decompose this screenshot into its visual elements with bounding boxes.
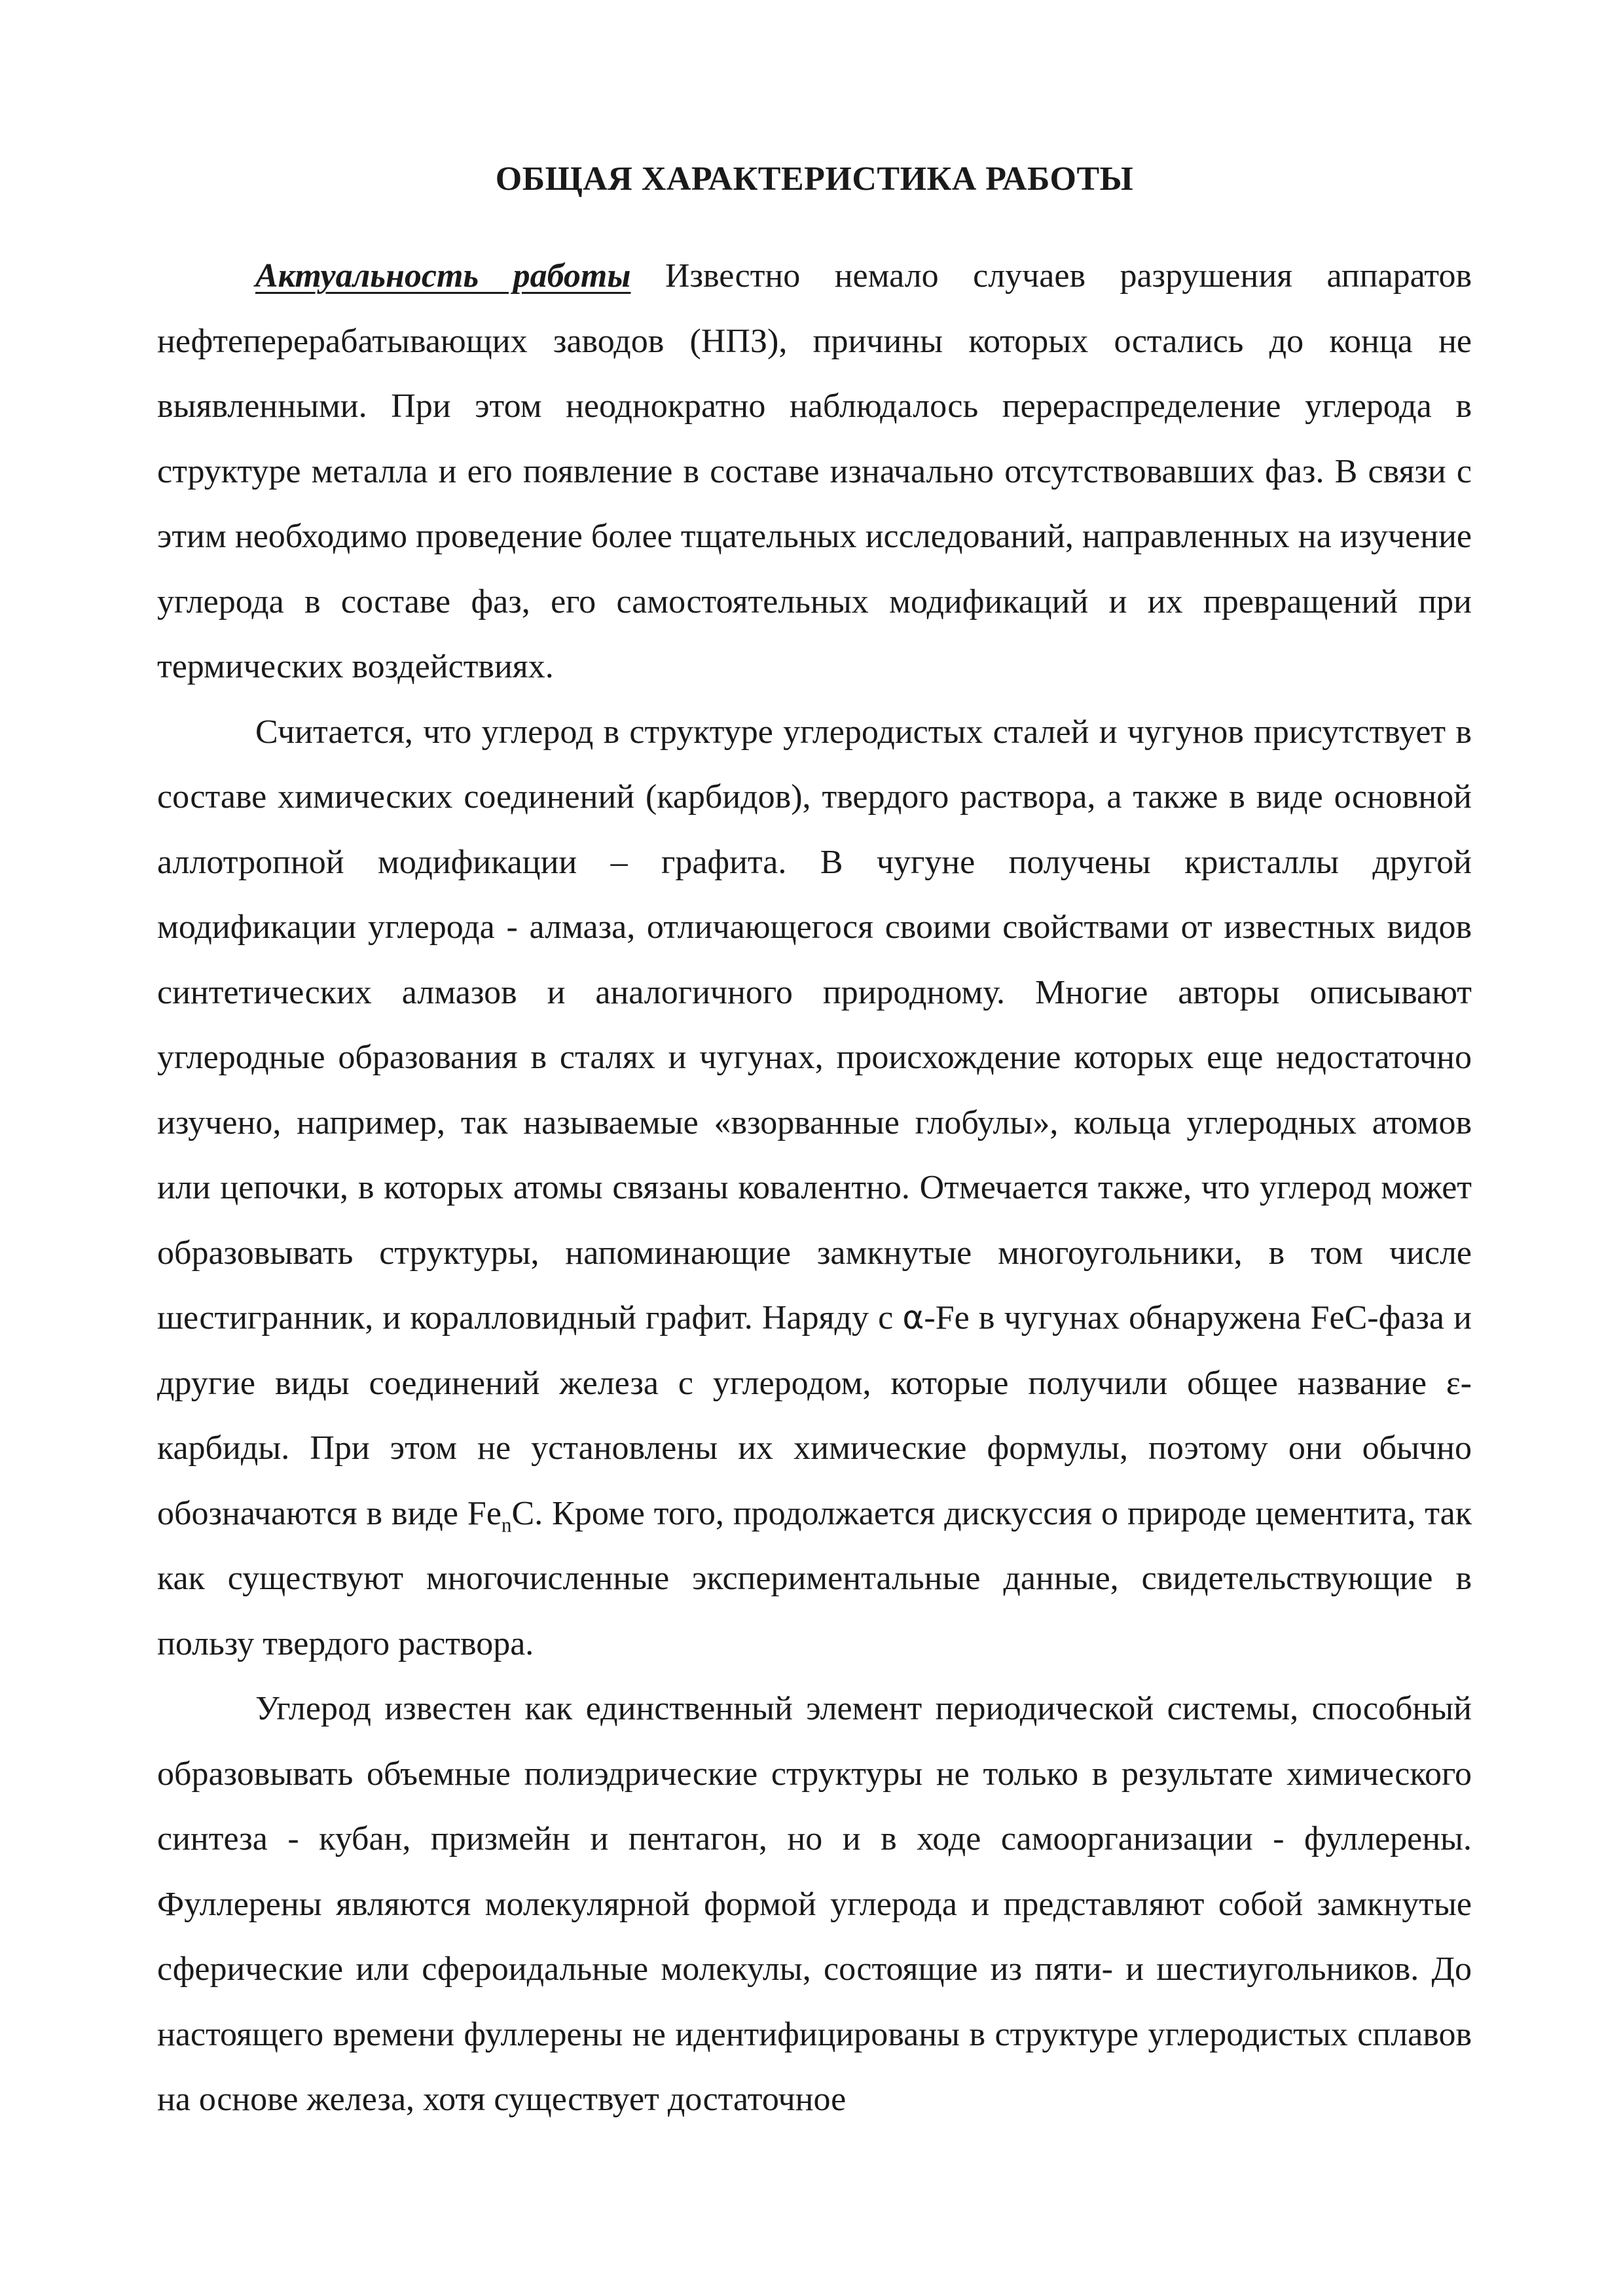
paragraph-text: Углерод известен как единственный элемент периодической системы, способный образовывать объемные полиэдрические структуры не только в результате химического синтеза - кубан, призмейн и пентагон, но и в ходе самоорганизации - фуллерены. Фуллерены являются молекулярной формой углерода и представляют собой замкнутые сферические или сфероидальные молекулы, состоящие из пяти- и шестиугольников. До настоящего времени фуллерены не идентифицированы в структуре углеродистых сплавов на основе железа, хотя существует достаточное bbox=[157, 1690, 1472, 2118]
alpha-symbol: α bbox=[902, 1299, 924, 1336]
document-body bbox=[157, 243, 1472, 2132]
paragraph-text-part-b: -Fe в чугунах обнаружена FeC-фаза и другие виды соединений железа с углеродом, которые получили общее название ε-карбиды. При этом не установлены их химические формулы, поэтому они обычно обозначаются в виде Fe bbox=[157, 1299, 1472, 1532]
paragraph-text-part-c: C. Кроме того, продолжается дискуссия о природе цементита, так как существуют многочисленные экспериментальные данные, свидетельствующие в пользу твердого раствора. bbox=[157, 1494, 1472, 1662]
formula-subscript: n bbox=[501, 1513, 512, 1536]
paragraph-lead: Актуальность работы bbox=[255, 257, 631, 295]
paragraph-carbon-forms bbox=[157, 700, 1472, 1677]
paragraph-relevance bbox=[157, 243, 1472, 700]
paragraph-text: Известно немало случаев разрушения аппаратов нефтеперерабатывающих заводов (НПЗ), причины которых остались до конца не выявленными. При этом неоднократно наблюдалось перераспределение углерода в структуре металла и его появление в составе изначально отсутствовавших фаз. В связи с этим необходимо проведение более тщательных исследований, направленных на изучение углерода в составе фаз, его самостоятельных модификаций и их превращений при термических воздействиях. bbox=[157, 257, 1472, 685]
page-title: ОБЩАЯ ХАРАКТЕРИСТИКА РАБОТЫ bbox=[495, 160, 1134, 198]
document-page bbox=[157, 131, 1472, 2132]
paragraph-fullerenes bbox=[157, 1676, 1472, 2132]
paragraph-text-part-a: Считается, что углерод в структуре углеродистых сталей и чугунов присутствует в составе химических соединений (карбидов), твердого раствора, а также в виде основной аллотропной модификации – графита. В чугуне получены кристаллы другой модификации углерода - алмаза, отличающегося своими свойствами от известных видов синтетических алмазов и аналогичного природному. Многие авторы описывают углеродные образования в сталях и чугунах, происхождение которых еще недостаточно изучено, например, так называемые «взорванные глобулы», кольца углеродных атомов или цепочки, в которых атомы связаны ковалентно. Отмечается также, что углерод может образовывать структуры, напоминающие замкнутые многоугольники, в том числе шестигранник, и коралловидный графит. Наряду с bbox=[157, 713, 1472, 1336]
